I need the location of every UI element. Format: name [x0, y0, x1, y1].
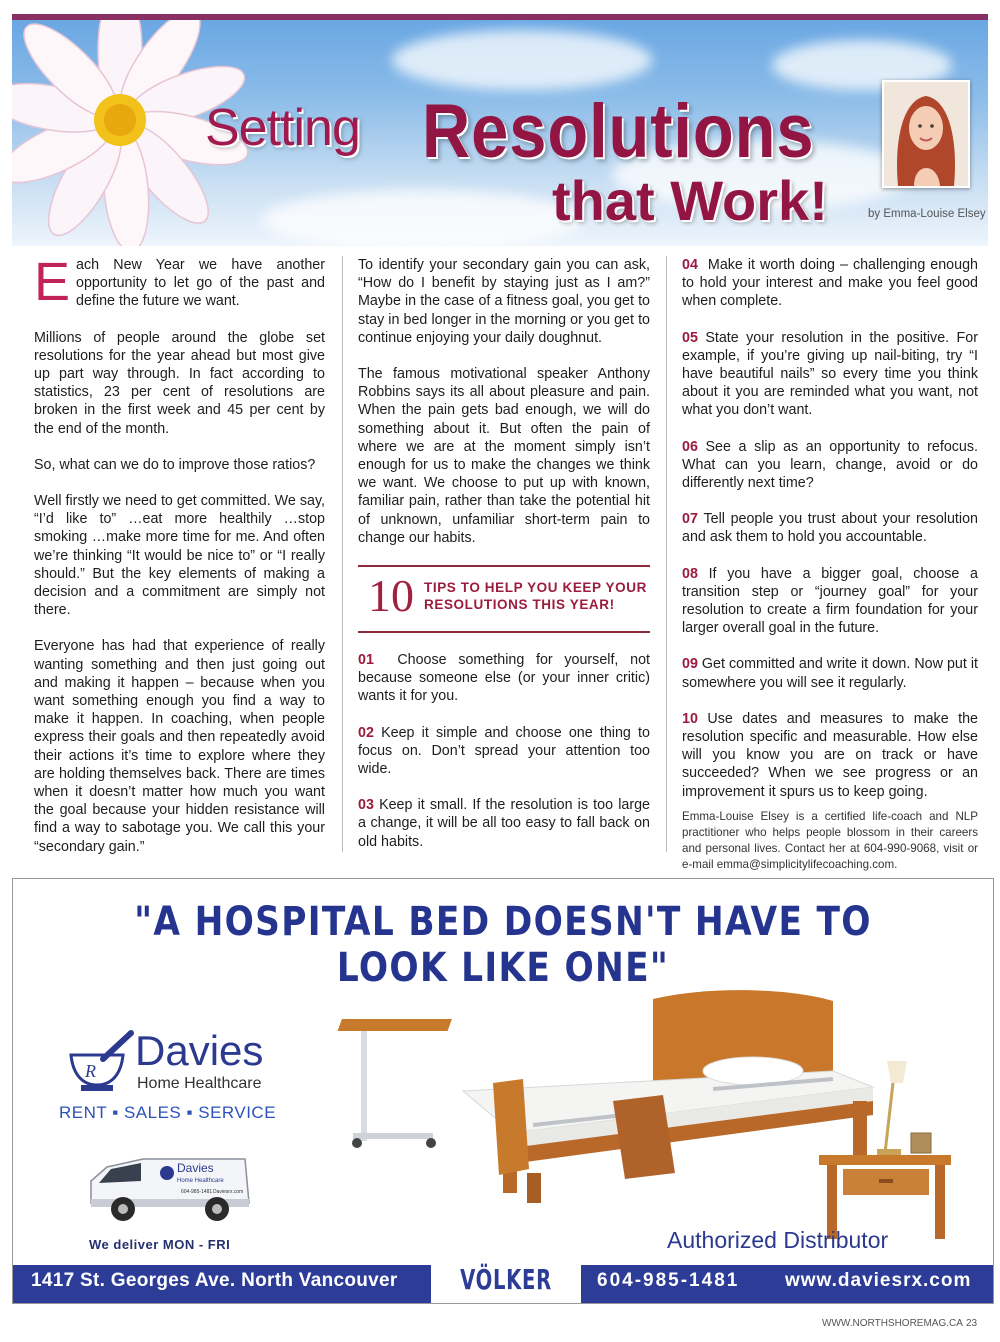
title-resolutions: Resolutions [422, 89, 815, 174]
byline: by Emma-Louise Elsey [868, 208, 986, 220]
article-header [12, 20, 988, 246]
title-that-work: that Work! [552, 169, 828, 232]
van-brand-text: Davies [177, 1161, 214, 1175]
paragraph: Everyone has had that experience of really wanting something and then just going out and making it happen – because when you want something enough you find a way to make it happen. In coaching, when people express their goals and then repeatedly avoid their actions it’s time to explore where they are holding themselves back. There are times when it doesn’t matter how much you want the goal because your hidden resistance will find a way to sabotage you. We call this your “secondary gain.” [34, 638, 325, 855]
delivery-van-image [85, 1141, 255, 1227]
paragraph: Well firstly we need to get committed. We say, “I’d like to” …eat more healthily …stop smoking …make more time for me. And often we’re thinking “It would be nice to” or “I really should.” But the key elements of making a decision and a commitment are simply not there. [34, 493, 325, 619]
volker-logo: VÖLKER [460, 1263, 552, 1296]
intro-paragraph: Each New Year we have another opportunity to let go of the past and define the future we want. [34, 252, 325, 312]
van-web-text: Daviesrx.com [213, 1189, 244, 1195]
ad-phone-number[interactable]: 604-985-1481 [597, 1270, 740, 1291]
ad-services: RENT ▪ SALES ▪ SERVICE [59, 1103, 277, 1122]
ad-website-link[interactable]: www.daviesrx.com [785, 1270, 972, 1291]
title-setting: Setting [205, 99, 360, 157]
column-divider [666, 256, 667, 852]
column-2 [358, 256, 650, 854]
tips-heading: TIPS TO HELP YOU KEEP YOUR RESOLUTIONS THIS YEAR! [424, 580, 647, 613]
hospital-bed-image [313, 983, 953, 1253]
author-bio: Emma-Louise Elsey is a certified life-coach and NLP practitioner who helps people blossom in their careers and personal lives. Contact her at 604-990-9068, visit or e-mail emma@simplicitylifecoaching.com. [682, 809, 978, 871]
tip-item: 08 If you have a bigger goal, choose a transition step or “journey goal” for your resolution to create a firm foundation for your larger overall goal in the future. [682, 565, 978, 637]
paragraph: The famous motivational speaker Anthony Robbins says its all about pleasure and pain. When the pain gets bad enough, we will do something about it. But often the pain of where we are at the moment simply isn’t enough for us to make the changes we think we want. We choose to put up with known, familiar pain, rather than take the potential hit of unknown, unfamiliar short-term pain to change our habits. [358, 366, 650, 546]
tip-item: 04 Make it worth doing – challenging enough to hold your interest and make you feel good when complete. [682, 257, 978, 310]
column-1 [34, 252, 325, 855]
tip-item: 06 See a slip as an opportunity to refocus. What can you learn, change, avoid or do differently next time? [682, 438, 978, 492]
svg-text:R: R [85, 1061, 96, 1081]
authorized-distributor: Authorized Distributor [667, 1227, 889, 1253]
van-sub-text: Home Healthcare [177, 1178, 224, 1184]
tips-heading-box [358, 565, 650, 633]
ad-headline: "A HOSPITAL BED DOESN'T HAVE TO LOOK LIKE ONE" [134, 899, 872, 991]
column-3 [682, 256, 978, 871]
tip-item: 01 Choose something for yourself, not because someone else (or your inner critic) wants it for you. [358, 652, 650, 705]
column-divider [342, 256, 343, 852]
delivery-days: We deliver MON - FRI [89, 1237, 231, 1252]
paragraph: Millions of people around the globe set resolutions for the year ahead but most give up part way through. In fact according to statistics, 23 per cent of resolutions are broken in the first week and 45 per cent by the end of the month. [34, 329, 325, 437]
tip-item: 07 Tell people you trust about your resolution and ask them to hold you accountable. [682, 511, 978, 546]
tip-item: 03 Keep it small. If the resolution is too large a change, it will be all too easy to fall back on old habits. [358, 797, 650, 850]
tip-item: 10 Use dates and measures to make the resolution specific and measurable. How else will you know you are on track or have succeeded? When we see progress or an improvement it spurs us to keep going. [682, 710, 978, 800]
davies-advertisement[interactable] [12, 878, 994, 1304]
drop-cap: E [34, 252, 71, 312]
paragraph: To identify your secondary gain you can ask, “How do I benefit by staying just as I am?” Maybe in the case of a fitness goal, you get to stay in bed longer in the morning or you get to continue enjoying your daily doughnut. [358, 257, 650, 346]
tip-item: 09 Get committed and write it down. Now put it somewhere you will see it regularly. [682, 656, 978, 691]
davies-brand-sub: Home Healthcare [137, 1075, 262, 1092]
davies-brand-name: Davies [135, 1027, 264, 1074]
paragraph: So, what can we do to improve those ratios? [34, 456, 316, 473]
footer-url[interactable]: WWW.NORTHSHOREMAG.CA [822, 1318, 963, 1329]
page-number: 23 [966, 1318, 978, 1329]
ad-address: 1417 St. Georges Ave. North Vancouver [31, 1270, 398, 1291]
tip-item: 02 Keep it simple and choose one thing to focus on. Don’t spread your attention too wide. [358, 724, 650, 778]
tip-item: 05 State your resolution in the positive. For example, if you’re giving up nail-biting, try “I have beautiful nails” so every time you think about it you are reminded what you want, not what you don’t want. [682, 329, 978, 419]
mortar-pestle-logo-icon [63, 1029, 143, 1097]
author-photo [882, 80, 970, 188]
tips-number: 10 [368, 570, 414, 622]
van-phone-text: 604-985-1481 [181, 1189, 213, 1195]
